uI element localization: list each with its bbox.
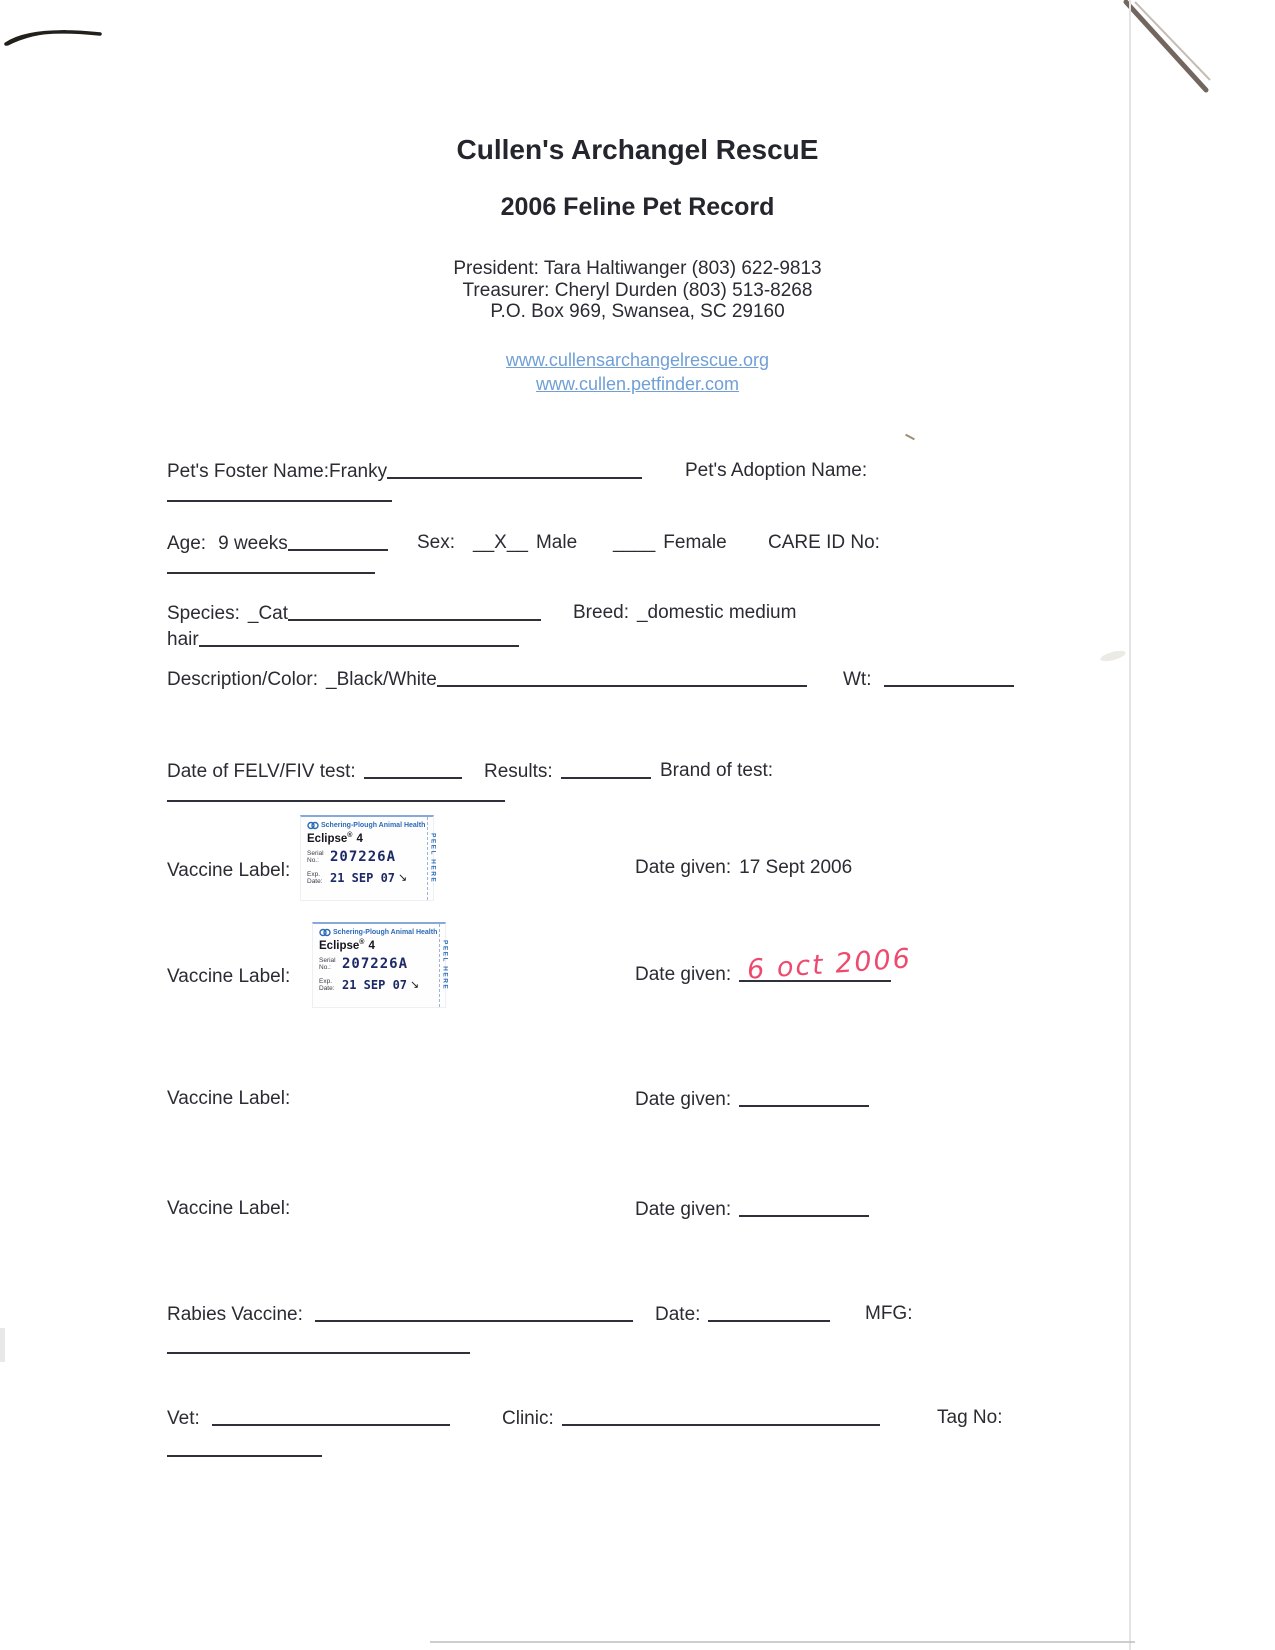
sticker-product-name: Eclipse® 4 xyxy=(319,939,375,952)
rabies-date-label: Date: xyxy=(655,1304,701,1325)
sticker-brand-text: Schering-Plough Animal Health xyxy=(321,822,426,829)
vaccine-label-3: Vaccine Label: xyxy=(167,1088,291,1109)
sex-female-label: Female xyxy=(663,532,727,553)
date-given-label-3: Date given: xyxy=(635,1089,732,1110)
arrow-down-right-icon: ↘ xyxy=(410,979,420,992)
scan-artifact-smudge xyxy=(1099,649,1126,663)
contact-president: President: Tara Haltiwanger (803) 622-9813 xyxy=(453,258,822,279)
rabies-row xyxy=(167,1303,633,1326)
vaccine-sticker-1 xyxy=(300,815,437,901)
blank-line xyxy=(739,1090,869,1107)
date-given-row-2 xyxy=(635,943,913,986)
sticker-product-name: Eclipse® 4 xyxy=(307,832,363,845)
age-value: 9 weeks xyxy=(218,533,288,554)
foster-name-label: Pet's Foster Name: xyxy=(167,461,330,482)
date-given-label-2: Date given: xyxy=(635,964,732,985)
sticker-serial-number: 207226A xyxy=(330,848,397,865)
blank-line xyxy=(562,1409,880,1426)
blank-line xyxy=(561,762,651,779)
foster-name-value: Franky xyxy=(329,461,388,482)
results-row xyxy=(484,760,651,783)
blank-line xyxy=(167,500,392,502)
clinic-label: Clinic: xyxy=(502,1408,554,1429)
care-id-label: CARE ID No: xyxy=(768,532,880,553)
age-label: Age: xyxy=(167,533,207,554)
blank-line xyxy=(708,1305,830,1322)
vaccine-sticker-body xyxy=(301,817,427,900)
adoption-name-row xyxy=(685,460,867,482)
contact-address: P.O. Box 969, Swansea, SC 29160 xyxy=(490,301,785,322)
sticker-exp-date: 21 SEP 07 xyxy=(330,870,396,885)
care-id-row xyxy=(768,532,880,554)
arrow-down-right-icon: ↘ xyxy=(398,872,408,885)
scan-artifact-pen-mark xyxy=(4,20,104,52)
blank-line xyxy=(315,1305,633,1322)
website-link-1: www.cullensarchangelrescue.org xyxy=(505,350,770,370)
blank-line xyxy=(167,572,375,574)
breed-label: Breed: xyxy=(573,602,629,623)
blank-line xyxy=(288,604,541,621)
sticker-exp-line: Exp. Date: 21 SEP 07 ↘ xyxy=(307,870,408,885)
blank-line xyxy=(199,630,519,647)
vaccine-label-row-2 xyxy=(167,966,290,988)
blank-line xyxy=(212,1409,450,1426)
schering-plough-logo-icon xyxy=(319,928,331,937)
brand-of-test-label: Brand of test: xyxy=(660,760,774,781)
age-row xyxy=(167,532,388,555)
blank-line xyxy=(167,1352,470,1354)
date-given-row-3 xyxy=(635,1088,869,1111)
vet-label: Vet: xyxy=(167,1408,200,1429)
sticker-brand-text: Schering-Plough Animal Health xyxy=(333,929,438,936)
blank-line xyxy=(167,800,505,802)
weight-row xyxy=(843,668,1014,691)
breed-cont-row xyxy=(167,628,519,651)
sticker-exp-line: Exp. Date: 21 SEP 07 ↘ xyxy=(319,977,420,992)
vet-row xyxy=(167,1407,450,1430)
blank-line xyxy=(739,1200,869,1217)
vaccine-label-1: Vaccine Label: xyxy=(167,860,291,881)
description-label: Description/Color: xyxy=(167,669,318,690)
clinic-row xyxy=(502,1407,880,1430)
handwritten-date: 6 oct 2006 xyxy=(746,943,913,986)
sticker-serial-line: Serial No.: 207226A xyxy=(307,848,397,865)
sticker-brand-line xyxy=(319,928,437,937)
sticker-serial-line: Serial No.: 207226A xyxy=(319,955,409,972)
species-label: Species: xyxy=(167,603,240,624)
scan-artifact-edge-mark xyxy=(0,1328,5,1362)
species-row xyxy=(167,602,541,625)
peel-here-strip: PEEL HERE xyxy=(439,924,449,1007)
tag-no-label: Tag No: xyxy=(937,1407,1003,1428)
adoption-name-label: Pet's Adoption Name: xyxy=(685,460,868,481)
sex-female-blank: ____ xyxy=(613,532,656,553)
date-given-row-4 xyxy=(635,1198,869,1221)
breed-value: _domestic medium xyxy=(636,602,797,623)
blank-line xyxy=(288,534,388,551)
blank-line xyxy=(437,670,807,687)
vaccine-label-row-3 xyxy=(167,1088,290,1110)
blank-line xyxy=(387,462,642,479)
date-given-row-1 xyxy=(635,857,852,879)
blank-line xyxy=(884,670,1014,687)
date-given-value-1: 17 Sept 2006 xyxy=(739,857,853,878)
peel-here-strip: PEEL HERE xyxy=(427,817,437,900)
description-row xyxy=(167,668,807,691)
scan-artifact-edge-line xyxy=(1129,0,1131,1650)
description-value: _Black/White xyxy=(326,669,437,690)
species-value: _Cat xyxy=(247,603,289,624)
sex-row xyxy=(417,532,577,554)
vaccine-sticker-2 xyxy=(312,922,449,1008)
schering-plough-logo-icon xyxy=(307,821,319,830)
blank-line xyxy=(364,762,462,779)
felv-row xyxy=(167,760,462,783)
scan-artifact-bottom-line xyxy=(430,1641,1135,1643)
contact-treasurer: Treasurer: Cheryl Durden (803) 513-8268 xyxy=(462,280,813,301)
vaccine-label-2: Vaccine Label: xyxy=(167,966,291,987)
sex-male-mark: __X__ xyxy=(473,532,528,553)
sticker-exp-date: 21 SEP 07 xyxy=(342,977,408,992)
weight-label: Wt: xyxy=(843,669,872,690)
rabies-label: Rabies Vaccine: xyxy=(167,1304,303,1325)
form-title: 2006 Feline Pet Record xyxy=(500,193,775,221)
tag-no-row xyxy=(937,1407,1002,1429)
vaccine-label-4: Vaccine Label: xyxy=(167,1198,291,1219)
scan-artifact-crease xyxy=(1108,0,1228,100)
felv-label: Date of FELV/FIV test: xyxy=(167,761,356,782)
date-given-label-4: Date given: xyxy=(635,1199,732,1220)
foster-name-row xyxy=(167,460,642,483)
sex-male-label: Male xyxy=(535,532,578,553)
mfg-label: MFG: xyxy=(865,1303,913,1324)
blank-line xyxy=(167,1455,322,1457)
registered-mark: ® xyxy=(359,939,365,946)
sticker-serial-number: 207226A xyxy=(342,955,409,972)
breed-value-cont: hair xyxy=(167,629,199,650)
mfg-row xyxy=(865,1303,913,1325)
org-name: Cullen's Archangel RescuE xyxy=(456,134,819,165)
registered-mark: ® xyxy=(347,832,353,839)
rabies-date-row xyxy=(655,1303,830,1326)
vaccine-label-row-1 xyxy=(167,860,290,882)
vaccine-label-row-4 xyxy=(167,1198,290,1220)
results-label: Results: xyxy=(484,761,553,782)
sex-label: Sex: xyxy=(417,532,456,553)
breed-row xyxy=(573,602,796,624)
scan-artifact-speck xyxy=(905,434,915,440)
date-given-label-1: Date given: xyxy=(635,857,732,878)
brand-of-test-row xyxy=(660,760,773,782)
website-link-2: www.cullen.petfinder.com xyxy=(535,374,740,394)
sex-female-group xyxy=(613,532,727,554)
vaccine-sticker-body xyxy=(313,924,439,1007)
sticker-brand-line xyxy=(307,821,425,830)
